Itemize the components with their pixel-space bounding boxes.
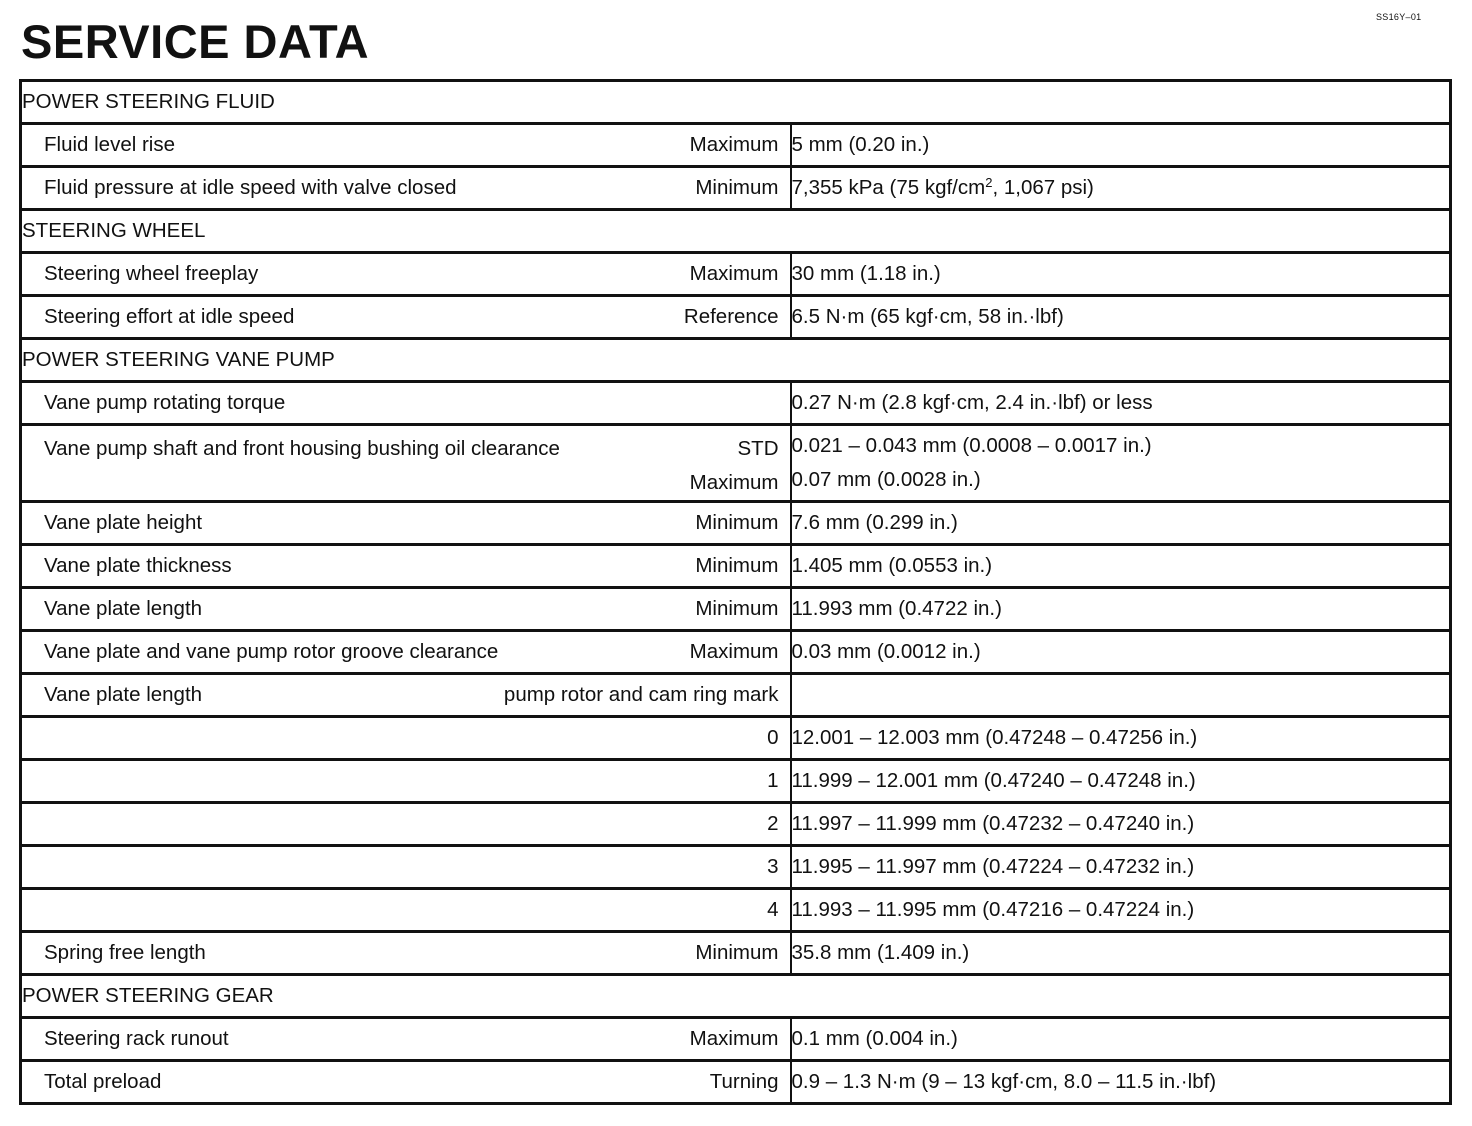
item-label: Total preload: [44, 1070, 162, 1093]
item-cell: [21, 1061, 791, 1104]
spec-row: [21, 588, 1451, 631]
item-qualifier: Maximum: [689, 262, 779, 285]
spec-row: [21, 382, 1451, 425]
spec-row: [21, 932, 1451, 975]
section-heading: POWER STEERING VANE PUMP: [21, 339, 1451, 382]
section-heading: POWER STEERING FLUID: [21, 81, 1451, 124]
item-cell: [21, 425, 791, 502]
item-cell: [21, 674, 791, 717]
spec-value-stack: [792, 435, 1450, 491]
spec-value: 11.997 – 11.999 mm (0.47232 – 0.47240 in.): [791, 803, 1451, 846]
item-qualifier: Minimum: [695, 511, 779, 534]
spec-value: 7.6 mm (0.299 in.): [791, 502, 1451, 545]
cam-ring-mark: 1: [767, 769, 779, 792]
spec-value: 30 mm (1.18 in.): [791, 253, 1451, 296]
spec-value: 0.27 N·m (2.8 kgf·cm, 2.4 in.·lbf) or less: [791, 382, 1451, 425]
spec-row: [21, 889, 1451, 932]
section-heading: POWER STEERING GEAR: [21, 975, 1451, 1018]
spec-value: 35.8 mm (1.409 in.): [791, 932, 1451, 975]
spec-row: [21, 717, 1451, 760]
spec-value: 11.999 – 12.001 mm (0.47240 – 0.47248 in.): [791, 760, 1451, 803]
item-cell: [21, 631, 791, 674]
item-label: Vane pump shaft and front housing bushing oil clearance: [44, 437, 560, 460]
cam-ring-mark: 0: [767, 726, 779, 749]
item-label: Vane plate thickness: [44, 554, 232, 577]
spec-value: [791, 425, 1451, 502]
section-heading: STEERING WHEEL: [21, 210, 1451, 253]
item-qualifier: Minimum: [695, 597, 779, 620]
item-qualifier: STD: [737, 437, 779, 460]
item-cell: [21, 588, 791, 631]
item-qualifier: Reference: [683, 305, 779, 328]
item-cell: [21, 545, 791, 588]
cam-ring-mark: 4: [767, 898, 779, 921]
item-qualifier: Minimum: [695, 941, 779, 964]
item-cell: [21, 717, 791, 760]
spec-value-rest: , 1,067 psi): [992, 176, 1094, 199]
spec-value-main: 7,355 kPa (75 kgf/cm: [791, 176, 986, 199]
spec-value: 1.405 mm (0.0553 in.): [791, 545, 1451, 588]
spec-value: [791, 674, 1451, 717]
item-cell: [21, 932, 791, 975]
section-header-row: [21, 975, 1451, 1018]
item-qualifier: Maximum: [689, 471, 779, 494]
item-qualifier-stack: [690, 438, 779, 494]
item-label: Vane plate height: [44, 511, 203, 534]
spec-value: 11.995 – 11.997 mm (0.47224 – 0.47232 in.): [791, 846, 1451, 889]
item-qualifier: Maximum: [689, 1027, 779, 1050]
item-label: Vane plate and vane pump rotor groove clearance: [44, 640, 499, 663]
item-label: Vane plate length: [44, 597, 203, 620]
item-label: Spring free length: [44, 941, 206, 964]
spec-value: 11.993 – 11.995 mm (0.47216 – 0.47224 in.): [791, 889, 1451, 932]
item-cell: [21, 124, 791, 167]
item-qualifier: Turning: [709, 1070, 779, 1093]
cam-ring-mark: 3: [767, 855, 779, 878]
section-header-row: [21, 210, 1451, 253]
spec-row: [21, 1061, 1451, 1104]
item-qualifier: Maximum: [689, 133, 779, 156]
spec-row: [21, 425, 1451, 502]
item-label: Vane pump rotating torque: [44, 391, 286, 414]
service-data-table: [19, 79, 1452, 1105]
section-header-row: [21, 81, 1451, 124]
cam-ring-mark: 2: [767, 812, 779, 835]
item-cell: [21, 167, 791, 210]
spec-row: [21, 674, 1451, 717]
item-qualifier: Minimum: [695, 554, 779, 577]
item-cell: [21, 760, 791, 803]
spec-row: [21, 124, 1451, 167]
page-title: SERVICE DATA: [21, 15, 370, 68]
spec-row: [21, 502, 1451, 545]
item-label: Fluid pressure at idle speed with valve closed: [44, 176, 457, 199]
spec-value: 12.001 – 12.003 mm (0.47248 – 0.47256 in.): [791, 717, 1451, 760]
item-cell: [21, 253, 791, 296]
item-qualifier: Maximum: [689, 640, 779, 663]
spec-value: [791, 167, 1451, 210]
item-qualifier: pump rotor and cam ring mark: [503, 683, 779, 706]
spec-value: 0.9 – 1.3 N·m (9 – 13 kgf·cm, 8.0 – 11.5 in.·lbf): [791, 1061, 1451, 1104]
document-code: SS16Y–01: [1376, 12, 1422, 22]
spec-row: [21, 803, 1451, 846]
item-cell: [21, 803, 791, 846]
item-cell: [21, 296, 791, 339]
spec-row: [21, 167, 1451, 210]
spec-value: 0.1 mm (0.004 in.): [791, 1018, 1451, 1061]
item-cell: [21, 502, 791, 545]
spec-value-max: 0.07 mm (0.0028 in.): [791, 468, 981, 491]
spec-value: 6.5 N·m (65 kgf·cm, 58 in.·lbf): [791, 296, 1451, 339]
spec-value: 0.03 mm (0.0012 in.): [791, 631, 1451, 674]
item-label: Fluid level rise: [44, 133, 176, 156]
superscript-exponent: 2: [985, 175, 993, 190]
item-cell: [21, 1018, 791, 1061]
item-cell: [21, 846, 791, 889]
spec-row: [21, 1018, 1451, 1061]
spec-value-std: 0.021 – 0.043 mm (0.0008 – 0.0017 in.): [791, 434, 1152, 457]
section-header-row: [21, 339, 1451, 382]
item-label: Steering effort at idle speed: [44, 305, 295, 328]
item-qualifier: Minimum: [695, 176, 779, 199]
item-cell: [21, 382, 791, 425]
item-cell: [21, 889, 791, 932]
item-label: Vane plate length: [44, 683, 203, 706]
spec-row: [21, 846, 1451, 889]
spec-value: 11.993 mm (0.4722 in.): [791, 588, 1451, 631]
item-label: Steering wheel freeplay: [44, 262, 259, 285]
spec-row: [21, 631, 1451, 674]
spec-row: [21, 296, 1451, 339]
spec-row: [21, 760, 1451, 803]
spec-row: [21, 253, 1451, 296]
spec-row: [21, 545, 1451, 588]
spec-value: 5 mm (0.20 in.): [791, 124, 1451, 167]
item-label: Steering rack runout: [44, 1027, 229, 1050]
